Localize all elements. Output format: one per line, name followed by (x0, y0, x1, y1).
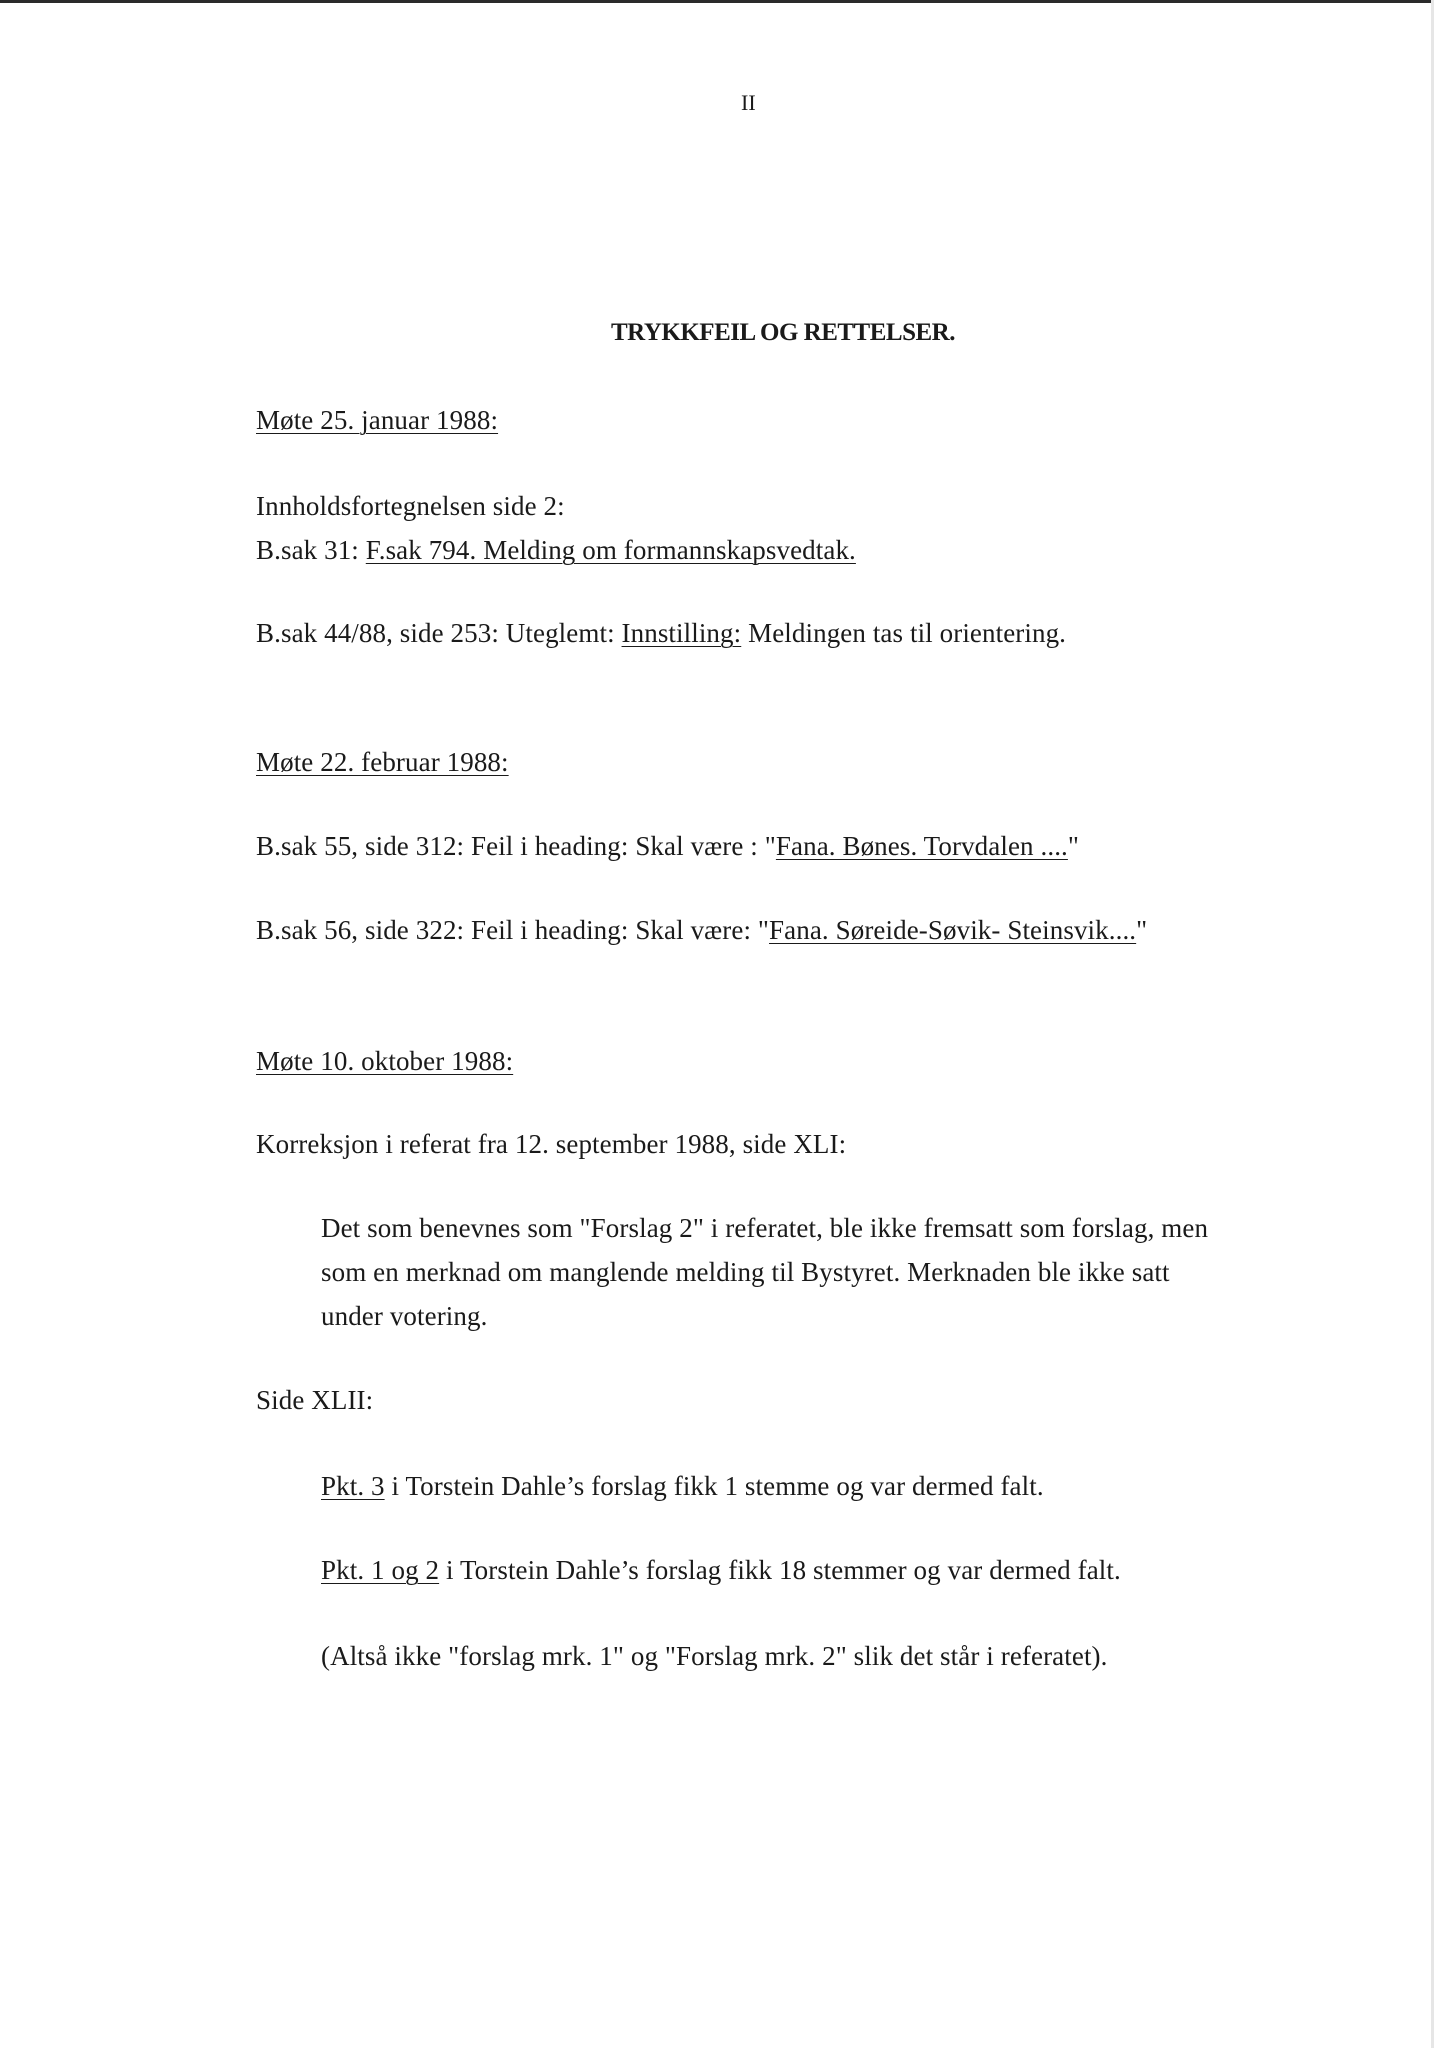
bsak-55-heading-fix: Fana. Bønes. Torvdalen .... (775, 831, 1068, 861)
section-heading-okt: Møte 10. oktober 1988: (256, 1046, 514, 1076)
bsak-31-line (256, 534, 856, 566)
bsak-56-prefix: B.sak 56, side 322: Feil i heading: Skal være: " (256, 915, 770, 945)
pkt-3-label: Pkt. 3 (321, 1471, 385, 1501)
correction-paragraph-line-2: som en merknad om manglende melding til Bystyret. Merknaden ble ikke satt (321, 1257, 1170, 1287)
page-number: II (741, 90, 756, 115)
korreksjon-line: Korreksjon i referat fra 12. september 1988, side XLI: (256, 1129, 847, 1159)
correction-paragraph-line-1: Det som benevnes som "Forslag 2" i referatet, ble ikke fremsatt som forslag, men (321, 1213, 1209, 1243)
section-heading-jan: Møte 25. januar 1988: (256, 405, 499, 435)
clarification-note: (Altså ikke "forslag mrk. 1" og "Forslag mrk. 2" slik det står i referatet). (321, 1641, 1108, 1671)
toc-line: Innholdsfortegnelsen side 2: (256, 491, 565, 521)
side-xlii-label: Side XLII: (256, 1385, 374, 1415)
pkt-3-text: i Torstein Dahle’s forslag fikk 1 stemme og var dermed falt. (384, 1471, 1044, 1501)
bsak-44-innstilling: Innstilling: (621, 618, 742, 648)
bsak-44-line (256, 617, 1066, 649)
bsak-44-prefix: B.sak 44/88, side 253: Uteglemt: (256, 618, 622, 648)
bsak-44-suffix: Meldingen tas til orientering. (741, 618, 1067, 648)
correction-paragraph-line-3: under votering. (321, 1301, 488, 1331)
bsak-55-line (256, 830, 1079, 862)
bsak-56-suffix: " (1136, 915, 1148, 945)
bsak-56-line (256, 914, 1147, 946)
pkt-1-og-2-line (321, 1554, 1121, 1586)
section-heading-feb: Møte 22. februar 1988: (256, 747, 509, 777)
bsak-56-heading-fix: Fana. Søreide-Søvik- Steinsvik.... (769, 915, 1137, 945)
bsak-31-reference: F.sak 794. Melding om formannskapsvedtak. (365, 535, 856, 565)
pkt-3-line (321, 1470, 1044, 1502)
pkt-1-og-2-text: i Torstein Dahle’s forslag fikk 18 stemmer og var dermed falt. (439, 1555, 1121, 1585)
scan-border-top (0, 0, 1434, 3)
page-title: TRYKKFEIL OG RETTELSER. (611, 319, 955, 346)
pkt-1-og-2-label: Pkt. 1 og 2 (321, 1555, 440, 1585)
bsak-31-prefix: B.sak 31: (256, 535, 366, 565)
bsak-55-suffix: " (1067, 831, 1080, 861)
bsak-55-prefix: B.sak 55, side 312: Feil i heading: Skal være : " (256, 831, 776, 861)
